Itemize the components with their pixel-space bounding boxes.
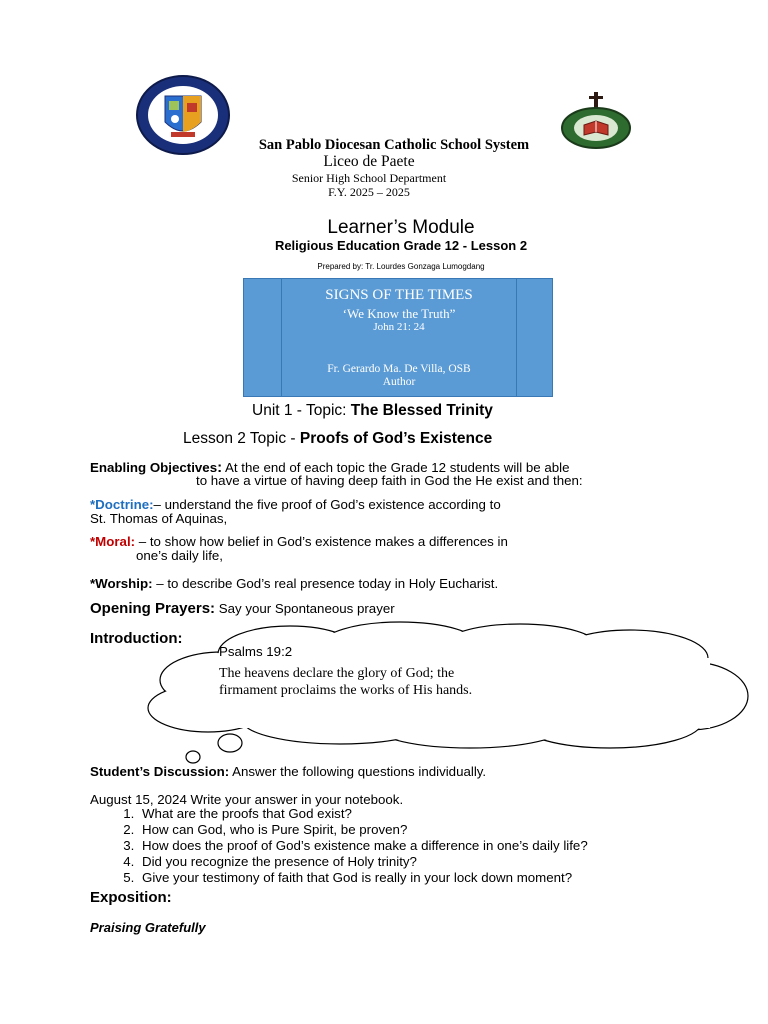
lesson-topic: Proofs of God’s Existence — [299, 430, 493, 447]
moral-line2: one’s daily life, — [136, 548, 223, 563]
worship-text: – to describe God’s real presence today in Holy Eucharist. — [152, 576, 499, 591]
cloud-line1: The heavens declare the glory of God; the — [219, 666, 455, 681]
campus-name: Liceo de Paete — [323, 153, 415, 170]
book-title-box — [243, 278, 553, 397]
unit-heading — [252, 402, 493, 420]
moral-label: *Moral: — [90, 534, 136, 549]
department-name: Senior High School Department — [291, 171, 447, 185]
question-item: 2. How can God, who is Pure Spirit, be proven? — [138, 822, 588, 838]
question-item: 4. Did you recognize the presence of Holy trinity? — [138, 854, 588, 870]
fiscal-year: F.Y. 2025 – 2025 — [328, 185, 410, 199]
lesson-prefix: Lesson 2 Topic - — [183, 430, 300, 447]
moral-line1: – to show how belief in God’s existence makes a differences in — [135, 534, 508, 549]
moral-objective — [90, 534, 508, 549]
book-title: SIGNS OF THE TIMES — [325, 287, 473, 303]
school-name: San Pablo Diocesan Catholic School System — [258, 137, 530, 153]
prepared-by: Prepared by: Tr. Lourdes Gonzaga Lumogdang — [317, 262, 485, 271]
objectives-label: Enabling Objectives — [90, 460, 218, 475]
discussion-text: Answer the following questions individually. — [229, 764, 487, 779]
exposition-heading: Exposition: — [90, 889, 172, 906]
module-title: Learner’s Module — [327, 217, 475, 238]
student-discussion — [90, 764, 486, 779]
objectives-colon: : — [217, 459, 223, 476]
worship-objective — [90, 576, 498, 591]
question-item: 5. Give your testimony of faith that God is really in your lock down moment? — [138, 870, 588, 886]
lesson-heading — [183, 430, 492, 448]
book-verse: John 21: 24 — [373, 321, 425, 333]
objectives-line2: to have a virtue of having deep faith in God the He exist and then: — [196, 473, 583, 488]
question-list — [90, 806, 588, 886]
opening-text: Say your Spontaneous prayer — [215, 601, 395, 616]
objectives-line1: At the end of each topic the Grade 12 students will be able — [222, 460, 570, 475]
cloud-line2: firmament proclaims the works of His hands. — [219, 683, 473, 698]
cloud-reference: Psalms 19:2 — [219, 644, 293, 659]
book-author-name: Fr. Gerardo Ma. De Villa, OSB — [327, 363, 471, 375]
opening-prayers — [90, 600, 395, 618]
introduction-label: Introduction: — [90, 630, 183, 647]
unit-topic: The Blessed Trinity — [350, 402, 493, 419]
opening-label: Opening Prayers: — [90, 600, 216, 617]
question-item: 3. How does the proof of God’s existence make a difference in one’s daily life? — [138, 838, 588, 854]
unit-prefix: Unit 1 - Topic: — [252, 402, 351, 419]
worship-label: *Worship: — [90, 576, 153, 591]
question-item: 1. What are the proofs that God exist? — [138, 806, 588, 822]
doctrine-objective — [90, 497, 501, 512]
discussion-date-line: August 15, 2024 Write your answer in your notebook. — [90, 792, 404, 807]
book-author-role: Author — [382, 376, 416, 388]
book-tagline: ‘We Know the Truth” — [342, 306, 456, 321]
module-subtitle: Religious Education Grade 12 - Lesson 2 — [274, 238, 528, 253]
exposition-subheading: Praising Gratefully — [90, 920, 206, 935]
doctrine-line2: St. Thomas of Aquinas, — [90, 511, 228, 526]
discussion-label: Student’s Discussion: — [90, 764, 230, 779]
doctrine-line1: – understand the five proof of God’s existence according to — [153, 497, 501, 512]
doctrine-label: *Doctrine: — [90, 497, 154, 512]
